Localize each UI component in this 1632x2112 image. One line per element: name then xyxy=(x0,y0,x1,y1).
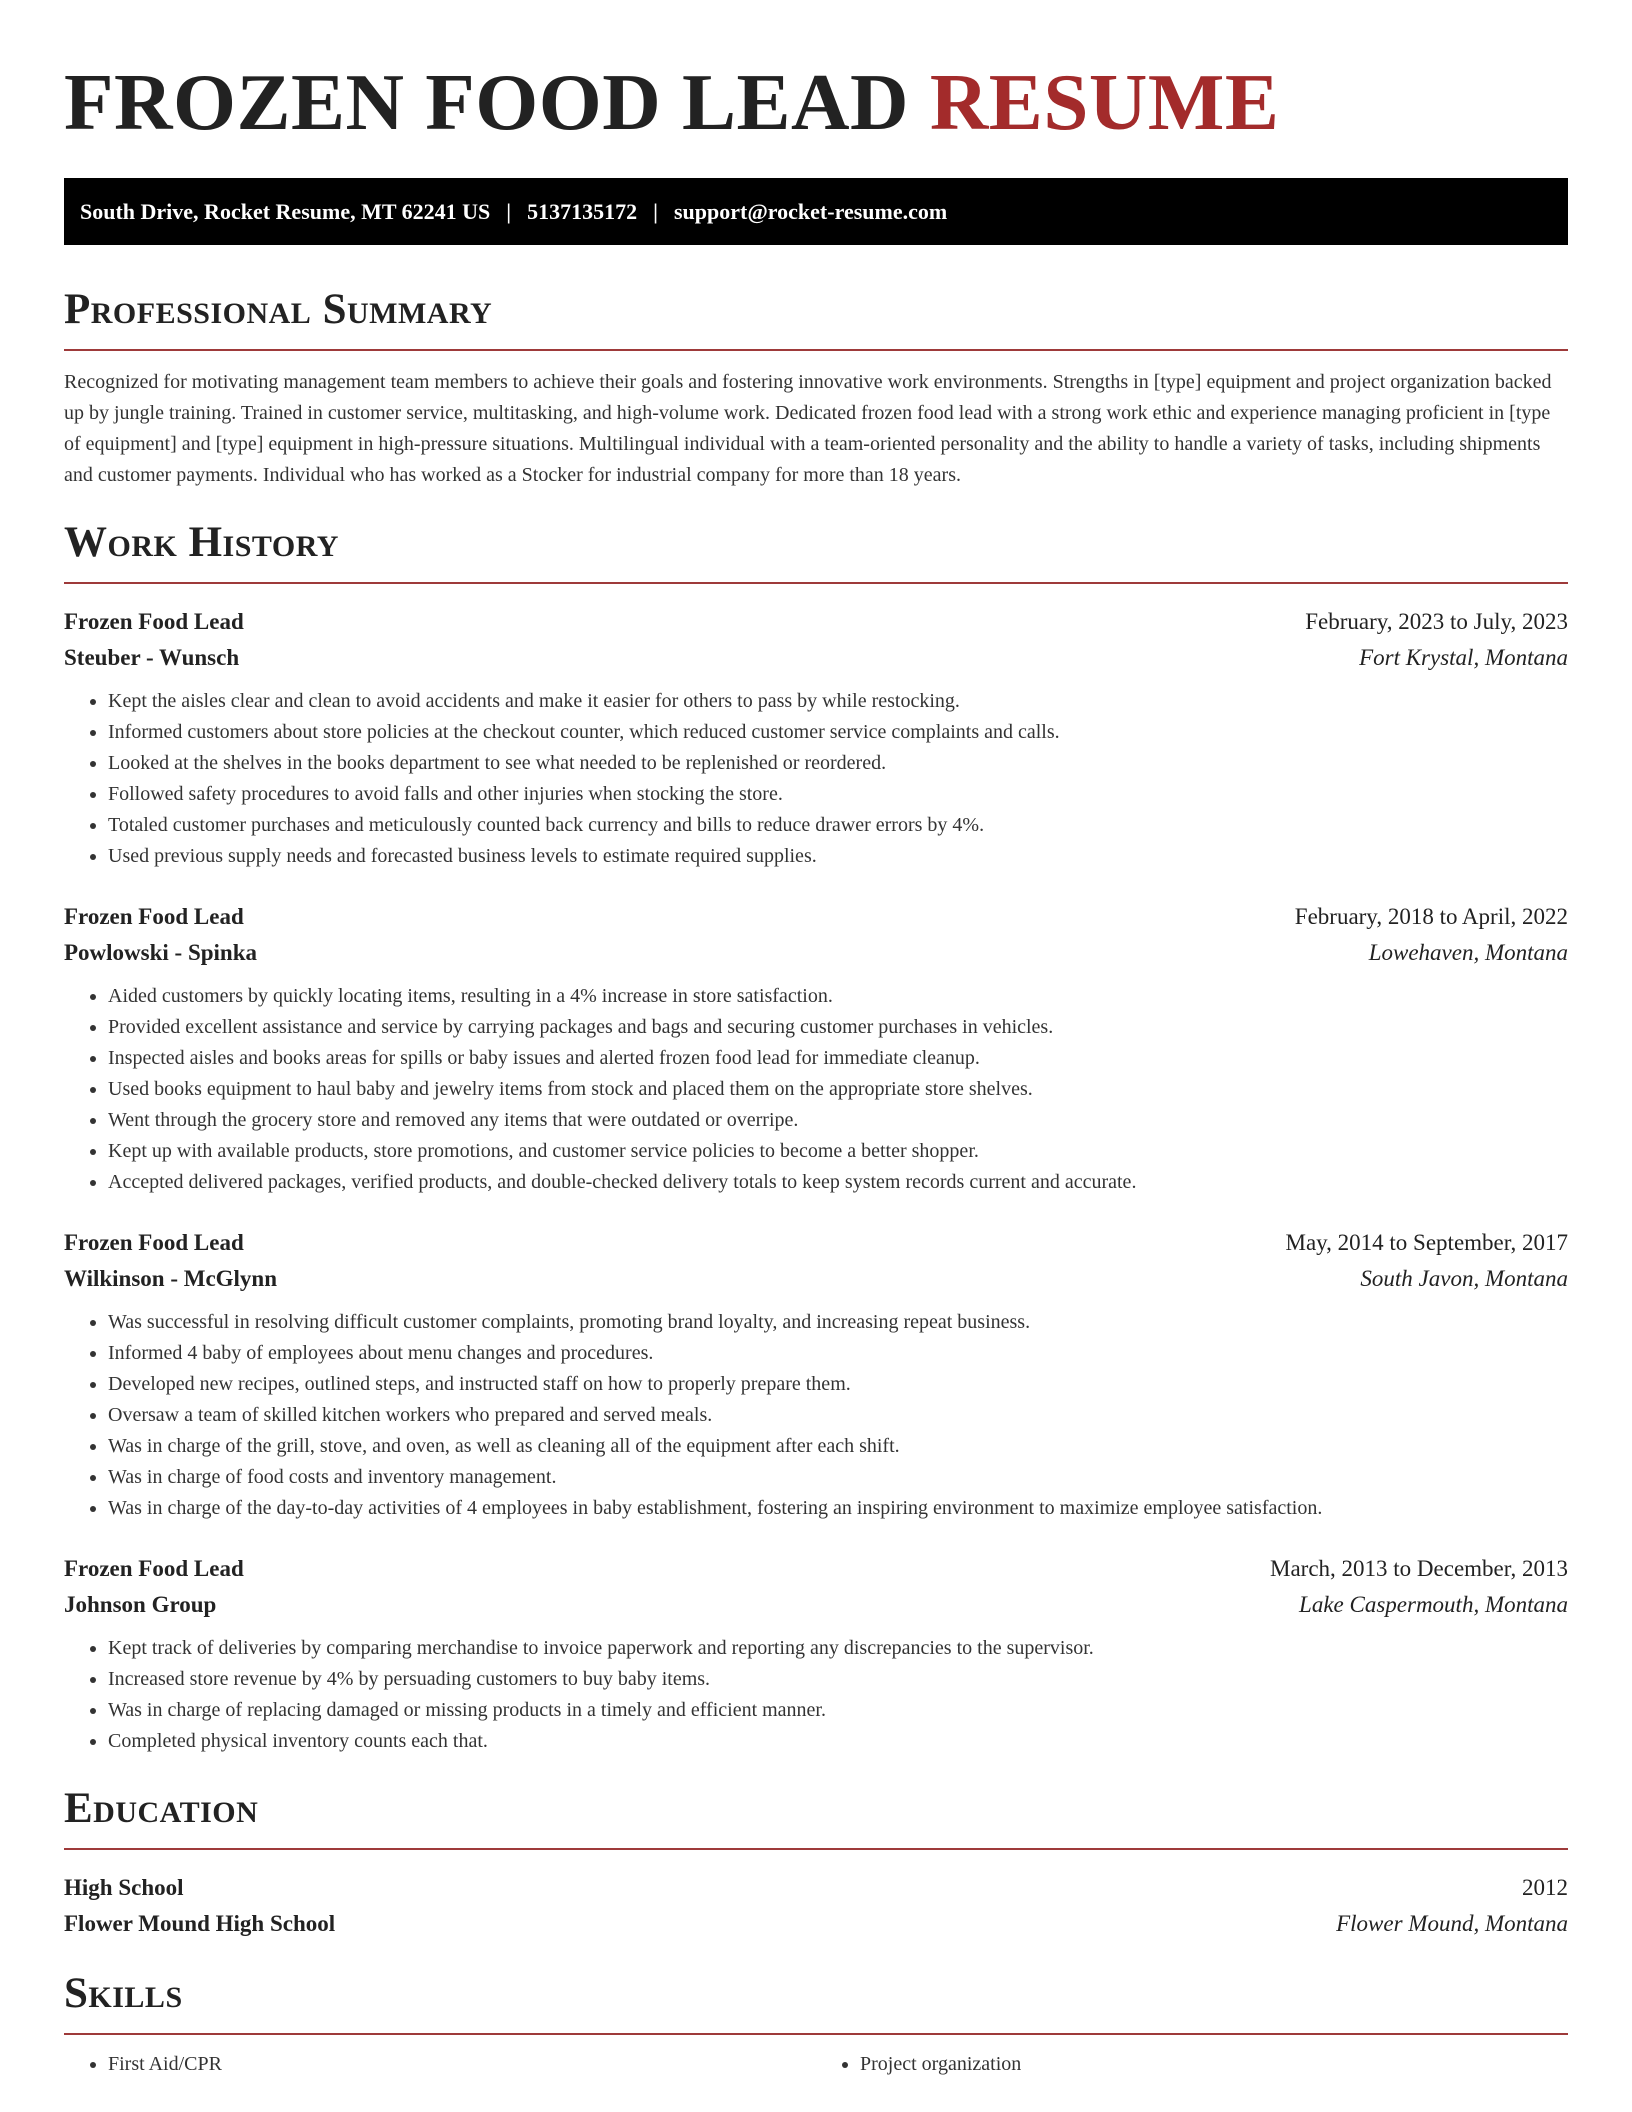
job-location: Lowehaven, Montana xyxy=(1368,940,1568,965)
list-item: • Kept track of deliveries by comparing merchandise to invoice paperwork and reporting any discrepancies to the supervisor. xyxy=(108,1633,1568,1664)
job-location: South Javon, Montana xyxy=(1360,1266,1568,1291)
job-entry xyxy=(64,604,1568,872)
job-company: Wilkinson - McGlynn xyxy=(64,1266,278,1291)
job-location: Fort Krystal, Montana xyxy=(1359,645,1568,670)
job-bullets xyxy=(64,1633,1568,1757)
work-history-heading: Work History xyxy=(64,518,1568,584)
education-school-row xyxy=(64,1906,1568,1942)
job-company: Powlowski - Spinka xyxy=(64,940,258,965)
job-entry xyxy=(64,899,1568,1198)
skills-heading: Skills xyxy=(64,1969,1568,2035)
job-company-row xyxy=(64,640,1568,676)
job-bullets xyxy=(64,981,1568,1198)
job-dates: February, 2023 to July, 2023 xyxy=(1305,609,1568,634)
skills-grid xyxy=(64,2049,1568,2080)
list-item: • Followed safety procedures to avoid falls and other injuries when stocking the store. xyxy=(108,779,1568,810)
contact-separator: | xyxy=(506,198,512,224)
education-entry xyxy=(64,1870,1568,1942)
list-item: • Informed 4 baby of employees about menu changes and procedures. xyxy=(108,1338,1568,1369)
job-entry xyxy=(64,1551,1568,1757)
job-title: Frozen Food Lead xyxy=(64,904,244,929)
education-year: 2012 xyxy=(1522,1875,1568,1900)
job-title: Frozen Food Lead xyxy=(64,1556,244,1581)
skills-list-right xyxy=(816,2049,1568,2080)
education-school: Flower Mound High School xyxy=(64,1911,336,1936)
list-item: • Was in charge of the day-to-day activities of 4 employees in baby establishment, fostering an inspiring environment to maximize employee satisfaction. xyxy=(108,1493,1568,1524)
job-location: Lake Caspermouth, Montana xyxy=(1299,1592,1568,1617)
job-dates: May, 2014 to September, 2017 xyxy=(1285,1230,1568,1255)
list-item: • Oversaw a team of skilled kitchen workers who prepared and served meals. xyxy=(108,1400,1568,1431)
list-item: • Inspected aisles and books areas for spills or baby issues and alerted frozen food lead for immediate cleanup. xyxy=(108,1043,1568,1074)
list-item: • Accepted delivered packages, verified products, and double-checked delivery totals to keep system records current and accurate. xyxy=(108,1167,1568,1198)
list-item: • Kept the aisles clear and clean to avoid accidents and make it easier for others to pass by while restocking. xyxy=(108,686,1568,717)
list-item: • Used previous supply needs and forecasted business levels to estimate required supplies. xyxy=(108,841,1568,872)
contact-phone: 5137135172 xyxy=(527,198,638,224)
list-item: • Went through the grocery store and removed any items that were outdated or overripe. xyxy=(108,1105,1568,1136)
job-title: Frozen Food Lead xyxy=(64,1230,244,1255)
job-header-row xyxy=(64,1551,1568,1587)
title-main: FROZEN FOOD LEAD xyxy=(64,57,910,147)
job-dates: March, 2013 to December, 2013 xyxy=(1270,1556,1568,1581)
list-item: • Kept up with available products, store promotions, and customer service policies to become a better shopper. xyxy=(108,1136,1568,1167)
list-item: • Aided customers by quickly locating items, resulting in a 4% increase in store satisfaction. xyxy=(108,981,1568,1012)
title-accent: RESUME xyxy=(929,57,1280,147)
job-header-row xyxy=(64,899,1568,935)
list-item: • Totaled customer purchases and meticulously counted back currency and bills to reduce drawer errors by 4%. xyxy=(108,810,1568,841)
education-degree-row xyxy=(64,1870,1568,1906)
list-item: • Completed physical inventory counts each that. xyxy=(108,1726,1568,1757)
job-company-row xyxy=(64,1587,1568,1623)
summary-section xyxy=(64,285,1568,491)
job-company-row xyxy=(64,935,1568,971)
list-item: • Looked at the shelves in the books department to see what needed to be replenished or reordered. xyxy=(108,748,1568,779)
contact-bar xyxy=(64,178,1568,245)
list-item: • Informed customers about store policies at the checkout counter, which reduced customer service complaints and calls. xyxy=(108,717,1568,748)
contact-separator: | xyxy=(653,198,658,224)
summary-text: Recognized for motivating management team members to achieve their goals and fostering innovative work environments. Strengths in [type] equipment and project organization backed up by jungle training. Trained in customer service, multitasking, and high-volume work. Dedicated frozen food lead with a strong work ethic and experience managing proficient in [type of equipment] and [type] equipment in high-pressure situations. Multilingual individual with a team-oriented personality and the ability to handle a variety of tasks, including shipments and customer payments. Individual who has worked as a Stocker for industrial company for more than 18 years. xyxy=(64,371,1552,486)
job-dates: February, 2018 to April, 2022 xyxy=(1294,904,1568,929)
summary-heading: Professional Summary xyxy=(64,285,1568,351)
list-item: • Was in charge of the grill, stove, and oven, as well as cleaning all of the equipment after each shift. xyxy=(108,1431,1568,1462)
list-item: • Was in charge of replacing damaged or missing products in a timely and efficient manner. xyxy=(108,1695,1568,1726)
list-item: • Was successful in resolving difficult customer complaints, promoting brand loyalty, and increasing repeat business. xyxy=(108,1307,1568,1338)
job-company: Steuber - Wunsch xyxy=(64,645,240,670)
skills-list-left xyxy=(64,2049,816,2080)
job-bullets xyxy=(64,686,1568,872)
list-item: • Provided excellent assistance and service by carrying packages and bags and securing customer purchases in vehicles. xyxy=(108,1012,1568,1043)
job-header-row xyxy=(64,604,1568,640)
skills-section xyxy=(64,1969,1568,2080)
job-header-row xyxy=(64,1225,1568,1261)
list-item: • Was in charge of food costs and inventory management. xyxy=(108,1462,1568,1493)
skill-item: • First Aid/CPR xyxy=(108,2049,816,2080)
job-company: Johnson Group xyxy=(64,1592,217,1617)
contact-address: South Drive, Rocket Resume, MT 62241 US xyxy=(80,198,491,224)
education-location: Flower Mound, Montana xyxy=(1336,1911,1568,1936)
contact-email: support@rocket-resume.com xyxy=(673,198,948,224)
job-company-row xyxy=(64,1261,1568,1297)
work-history-section xyxy=(64,518,1568,1757)
education-section xyxy=(64,1784,1568,1942)
page-title xyxy=(64,0,1568,146)
education-heading: Education xyxy=(64,1784,1568,1850)
job-bullets xyxy=(64,1307,1568,1524)
list-item: • Increased store revenue by 4% by persuading customers to buy baby items. xyxy=(108,1664,1568,1695)
list-item: • Developed new recipes, outlined steps, and instructed staff on how to properly prepare them. xyxy=(108,1369,1568,1400)
skill-item: • Project organization xyxy=(860,2049,1568,2080)
job-title: Frozen Food Lead xyxy=(64,609,244,634)
job-entry xyxy=(64,1225,1568,1524)
education-degree: High School xyxy=(64,1875,184,1900)
list-item: • Used books equipment to haul baby and jewelry items from stock and placed them on the appropriate store shelves. xyxy=(108,1074,1568,1105)
